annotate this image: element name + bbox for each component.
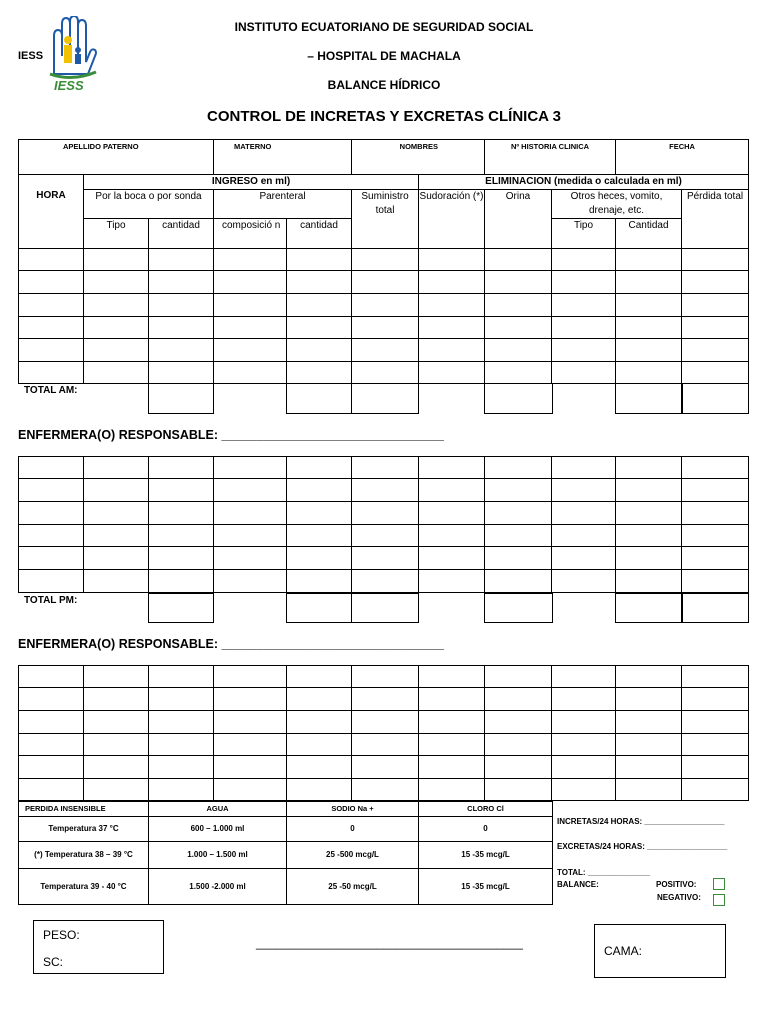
legend-cell: 15 -35 mcg/L: [419, 842, 553, 869]
table-row: [19, 317, 749, 339]
table-row: [19, 547, 749, 570]
legend-cell: 1.500 -2.000 ml: [149, 869, 287, 905]
peso-sc-box[interactable]: [33, 920, 164, 974]
historia-cell[interactable]: [485, 140, 616, 175]
signature-line[interactable]: ________________________________________: [256, 936, 523, 950]
nombres-label: NOMBRES: [399, 142, 439, 151]
pm-table: [18, 456, 749, 593]
balance-label: BALANCE:: [557, 880, 599, 889]
total-pm-cantidad3[interactable]: [615, 593, 683, 623]
tipo2-header: Tipo: [552, 219, 616, 249]
peso-label: PESO:: [43, 928, 80, 942]
negativo-checkbox[interactable]: [713, 894, 725, 906]
main-table: [18, 139, 749, 384]
sc-label: SC:: [43, 955, 64, 969]
table-row: [19, 756, 749, 779]
hora-header: HORA: [19, 175, 84, 249]
table-row: [19, 294, 749, 317]
legend-cell: 0: [419, 817, 553, 842]
legend-header-cloro: CLORO Cl: [419, 802, 553, 817]
total-pm-suministro[interactable]: [351, 593, 419, 623]
table-row: [19, 479, 749, 502]
otros-header: Otros heces, vomito, drenaje, etc.: [552, 190, 682, 219]
nombres-cell[interactable]: [352, 140, 485, 175]
fecha-label: FECHA: [669, 142, 695, 151]
legend-header-perdida: PERDIDA INSENSIBLE: [19, 802, 149, 817]
cantidad3-header: Cantidad: [616, 219, 682, 249]
enfermera-am-label: ENFERMERA(O) RESPONSABLE: ________________________________: [18, 428, 444, 442]
legend-cell: Temperatura 37 °C: [19, 817, 149, 842]
total-pm-label: TOTAL PM:: [24, 595, 78, 606]
legend-cell: 15 -35 mcg/L: [419, 869, 553, 905]
logo-text: IESS: [18, 50, 44, 62]
materno-label: MATERNO: [234, 142, 272, 151]
header-line2: – HOSPITAL DE MACHALA: [307, 49, 461, 63]
legend-cell: Temperatura 39 - 40 °C: [19, 869, 149, 905]
perdida-header: Pérdida total: [682, 190, 749, 249]
table-row: [19, 779, 749, 801]
eliminacion-header: ELIMINACION (medida o calculada en ml): [419, 175, 749, 190]
composicion-header: composició n: [214, 219, 287, 249]
logo-word: IESS: [54, 78, 84, 93]
total-am-label: TOTAL AM:: [24, 385, 78, 396]
am-rows: [19, 249, 749, 384]
total-am-perdida[interactable]: [681, 383, 749, 414]
table-row: [19, 817, 553, 842]
materno-cell[interactable]: [214, 140, 352, 175]
boca-header: Por la boca o por sonda: [84, 190, 214, 219]
total-pm-cantidad[interactable]: [148, 593, 214, 623]
total-pm-parenteral[interactable]: [286, 593, 352, 623]
legend-header-sodio: SODIO Na +: [287, 802, 419, 817]
total-am-suministro[interactable]: [351, 383, 419, 414]
table-row: [19, 711, 749, 734]
header-line1: INSTITUTO ECUATORIANO DE SEGURIDAD SOCIAL: [234, 20, 534, 34]
excretas-label: EXCRETAS/24 HORAS: __________________: [557, 842, 728, 851]
legend-cell: 600 – 1.000 ml: [149, 817, 287, 842]
legend-header-agua: AGUA: [149, 802, 287, 817]
page-title: CONTROL DE INCRETAS Y EXCRETAS CLÍNICA 3: [207, 108, 561, 125]
legend-cell: 0: [287, 817, 419, 842]
table-row: [19, 734, 749, 756]
table-row: [19, 271, 749, 294]
orina-header: Orina: [485, 190, 552, 249]
table-row: [19, 869, 553, 905]
apellido-cell[interactable]: [19, 140, 214, 175]
total-am-parenteral[interactable]: [286, 383, 352, 414]
cama-box[interactable]: [594, 924, 726, 978]
cantidad2-header: cantidad: [287, 219, 352, 249]
legend-cell: (*) Temperatura 38 – 39 °C: [19, 842, 149, 869]
table-row: [19, 666, 749, 688]
incretas-label: INCRETAS/24 HORAS: __________________: [557, 817, 725, 826]
positivo-checkbox[interactable]: [713, 878, 725, 890]
table-row: [19, 842, 553, 869]
sudoracion-header: Sudoración (*): [419, 190, 485, 249]
total-am-cantidad[interactable]: [148, 383, 214, 414]
ingreso-header: INGRESO en ml): [84, 175, 419, 190]
total-pm-orina[interactable]: [484, 593, 553, 623]
table-row: [19, 688, 749, 711]
total-am-cantidad3[interactable]: [615, 383, 683, 414]
legend-cell: 1.000 – 1.500 ml: [149, 842, 287, 869]
positivo-label: POSITIVO:: [656, 880, 697, 889]
total-label: TOTAL: ______________: [557, 868, 651, 877]
table-row: [19, 339, 749, 362]
fecha-cell[interactable]: [616, 140, 749, 175]
cama-label: CAMA:: [604, 944, 643, 958]
negativo-label: NEGATIVO:: [657, 893, 701, 902]
tipo-header: Tipo: [84, 219, 149, 249]
table-row: [19, 525, 749, 547]
total-am-orina[interactable]: [484, 383, 553, 414]
table-row: [19, 249, 749, 271]
legend-table: [18, 801, 553, 905]
table-row: [19, 362, 749, 384]
suministro-header: Suministro total: [352, 190, 419, 249]
table-row: [19, 457, 749, 479]
legend-cell: 25 -50 mcg/L: [287, 869, 419, 905]
historia-label: Nº HISTORIA CLINICA: [510, 142, 590, 151]
apellido-label: APELLIDO PATERNO: [63, 142, 139, 151]
cantidad-header: cantidad: [149, 219, 214, 249]
header-line3: BALANCE HÍDRICO: [327, 78, 441, 92]
night-table: [18, 665, 749, 801]
parenteral-header: Parenteral: [214, 190, 352, 219]
enfermera-pm-label: ENFERMERA(O) RESPONSABLE: ________________________________: [18, 637, 444, 651]
table-row: [19, 570, 749, 593]
table-row: [19, 502, 749, 525]
legend-cell: 25 -500 mcg/L: [287, 842, 419, 869]
total-pm-perdida[interactable]: [681, 593, 749, 623]
